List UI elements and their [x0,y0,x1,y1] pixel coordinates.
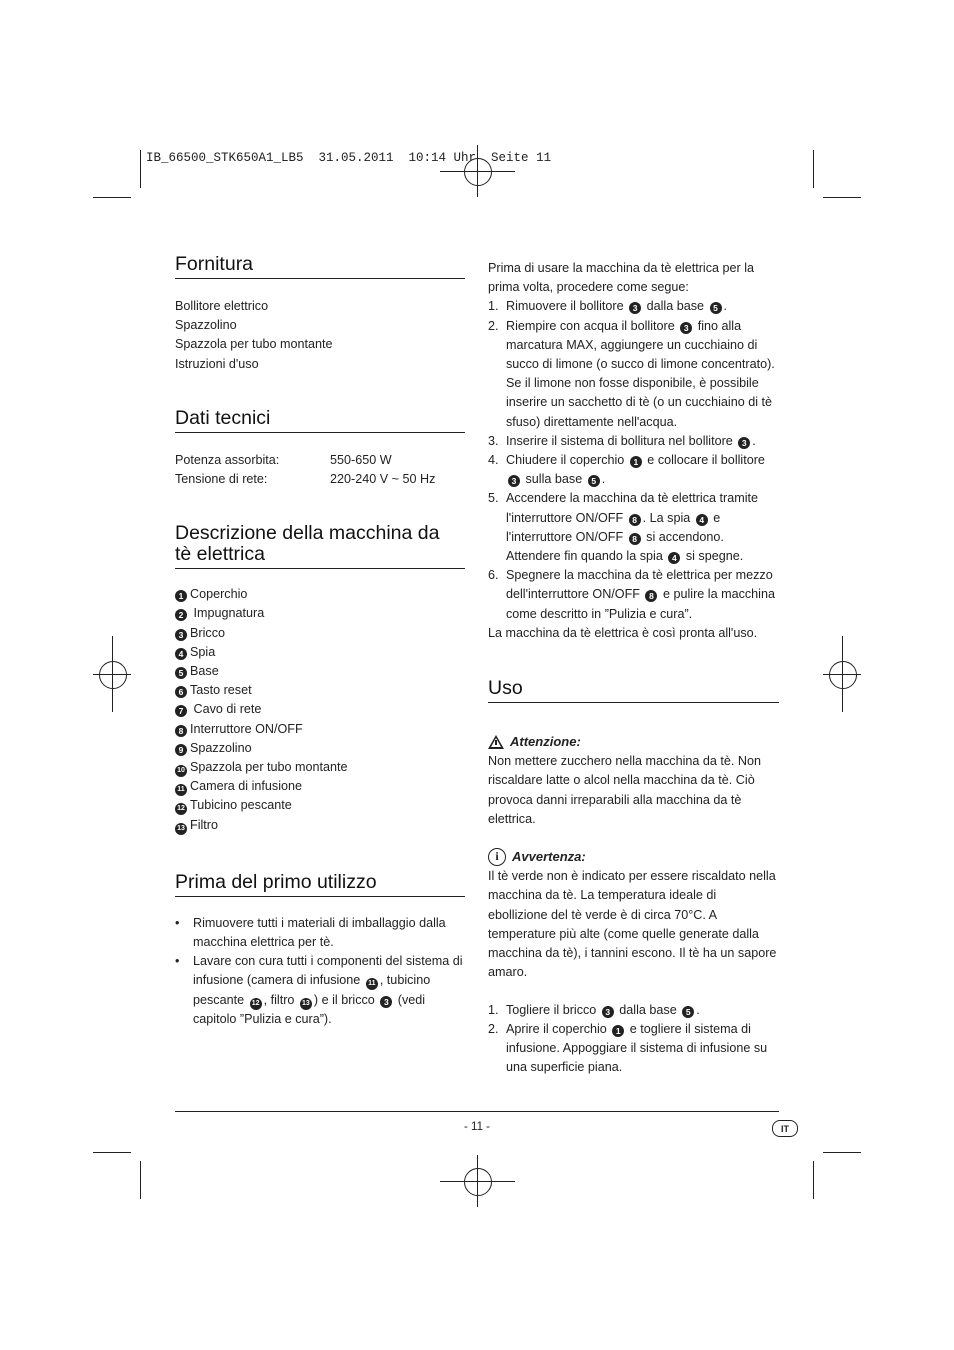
notice-heading [488,847,779,866]
registration-line [440,171,515,172]
registration-mark [829,661,857,689]
number-badge: 2 [175,609,187,621]
number-badge: 12 [175,803,187,815]
part-item [175,643,465,662]
step-text: Chiudere il coperchio [506,453,625,468]
number-badge: 5 [710,302,722,314]
section-title-dati-tecnici: Dati tecnici [175,408,465,433]
step-item: 4. Chiudere il coperchio 1 e collocare il bollitore 3 sulla base 5 . [488,453,765,487]
step-text: Riempire con acqua il bollitore [506,318,675,333]
number-badge: 5 [682,1006,694,1018]
intro-text: Prima di usare la macchina da tè elettrica per la prima volta, procedere come segue: [488,261,754,295]
step-text: e pulire la macchina come descritto in ”Pulizia e cura”. [506,587,775,621]
number-badge: 13 [300,998,312,1010]
step-item: 6. Spegnere la macchina da tè elettrica per mezzo dell'interruttore ON/OFF 8 e pulire la macchina come descritto in ”Pulizia e cura”. [488,568,775,621]
crop-mark [823,1152,861,1153]
attention-title: Attenzione: [510,734,581,750]
part-label: Impugnatura [190,606,265,621]
page-number: - 11 - [464,1121,490,1133]
registration-mark [464,1168,492,1196]
section-title-prima-utilizzo: Prima del primo utilizzo [175,872,465,897]
number-badge: 8 [629,533,641,545]
registration-line [440,1181,515,1182]
crop-mark [813,150,814,188]
number-badge: 7 [175,705,187,717]
step-item: 1. Rimuovere il bollitore 3 dalla base 5 . [488,299,728,314]
bullet-text: Rimuovere tutti i materiali di imballaggio dalla macchina elettrica per tè. [193,915,446,950]
step-text: Accendere la macchina da tè elettrica tramite l'interruttore ON/OFF [506,491,758,525]
part-item [175,681,465,700]
step-text: Togliere il bricco [506,1002,597,1017]
step-text: . [696,1002,700,1017]
number-badge: 13 [175,823,187,835]
title-line-1: Descrizione della macchina da [175,522,440,545]
part-item [175,796,465,815]
outro-text: La macchina da tè elettrica è così pronta all'uso. [488,625,758,640]
number-badge: 4 [696,514,708,526]
step-text: . [752,433,756,448]
step-item: 3. Inserire il sistema di bollitura nel bollitore 3 . [488,433,756,448]
title-line-2: tè elettrica [175,543,265,566]
step-text: sulla base [522,472,583,487]
part-item [175,739,465,758]
spec-value: 550-650 W [330,452,392,467]
use-steps [488,1001,779,1078]
step-text: . [601,472,606,487]
step-text: si accendono. Attendere fin quando la spia [506,529,724,564]
number-badge: 8 [175,725,187,737]
number-badge: 12 [250,998,262,1010]
bullet-text: Lavare con cura tutti i componenti del sistema di infusione (camera di infusione [193,954,463,988]
crop-mark [140,150,141,188]
part-label: Tasto reset [190,683,252,698]
spec-row [175,470,465,489]
step-text: Aprire il coperchio [506,1021,607,1036]
step-text: si spegne. [682,549,744,564]
step-text: e l'interruttore ON/OFF [506,510,721,544]
part-label: Tubicino pescante [190,798,292,813]
step-item: 5. Accendere la macchina da tè elettrica tramite l'interruttore ON/OFF 8 . La spia 4 e l'interruttore ON/OFF 8 si accendono. Attendere fin quando la spia 4 si spegne. [488,491,758,564]
info-icon: i [488,848,506,866]
number-badge: 11 [175,784,187,796]
number-badge: 3 [680,322,692,334]
part-item [175,816,465,835]
parts-list [175,585,465,835]
part-item [175,662,465,681]
list-item: Spazzolino [175,318,237,333]
crop-mark [140,1161,141,1199]
notice-text: Il tè verde non è indicato per essere riscaldato nella macchina da tè. La temperatura ideale di ebollizione del tè verde è di circa 70°C. A temperature più alte (come quelle generate dalla macchina da tè), i tannini escono. Il tè ha un sapore amaro. [488,869,777,980]
left-column [175,254,465,1029]
language-badge: IT [772,1120,798,1137]
bullet-text: ) e il bricco [313,992,375,1007]
section-title-uso: Uso [488,678,779,703]
number-badge: 1 [630,456,642,468]
number-badge: 4 [175,648,187,660]
step-item: 2. Aprire il coperchio 1 e togliere il sistema di infusione. Appoggiare il sistema di infusione su una superficie piana. [488,1021,768,1075]
bullet-text: , tubicino pescante [193,973,431,1007]
step-text: dalla base [643,299,705,314]
bullet-text: , filtro [263,992,295,1007]
registration-line [93,674,131,675]
bullet-list [175,914,465,1029]
number-badge: 5 [588,475,600,487]
list-item: Istruzioni d'uso [175,356,259,371]
part-label: Coperchio [190,587,248,602]
right-column [488,259,779,1077]
part-item [175,700,465,719]
notice-title: Avvertenza: [512,849,586,865]
number-badge: 3 [380,996,392,1008]
number-badge: 8 [629,514,641,526]
crop-mark [93,197,131,198]
part-label: Camera di infusione [190,779,303,794]
number-badge: 5 [175,667,187,679]
bullet-item [175,952,465,1029]
bullet-item [175,914,465,952]
spec-row [175,451,465,470]
footer-rule [175,1111,779,1112]
part-label: Bricco [190,625,225,640]
list-item: Bollitore elettrico [175,299,269,313]
number-badge: 3 [629,302,641,314]
part-item [175,720,465,739]
registration-line [823,674,861,675]
part-label: Filtro [190,817,218,832]
number-badge: 3 [175,629,187,641]
number-badge: 1 [612,1025,624,1037]
step-item: 1. Togliere il bricco 3 dalla base 5 . [488,1002,700,1017]
part-label: Cavo di rete [190,702,262,717]
attention-text: Non mettere zucchero nella macchina da tè. Non riscaldare latte o alcol nella macchina da tè. Ciò provoca danni irreparabili alla macchina da tè elettrica. [488,754,762,826]
number-badge: 6 [175,686,187,698]
step-text: Inserire il sistema di bollitura nel bollitore [506,433,733,448]
step-text: fino alla marcatura MAX, aggiungere un cucchiaino di succo di limone (o succo di limone concentrato). Se il limone non fosse disponibile, è possibile inserire un sacchetto di tè (o un cucchiaino di tè sfuso) direttamente nell'acqua. [506,318,775,429]
attention-heading [488,732,779,751]
part-item [175,585,465,604]
step-text: Rimuovere il bollitore [506,299,624,314]
crop-mark [823,197,861,198]
step-item: 2. Riempire con acqua il bollitore 3 fino alla marcatura MAX, aggiungere un cucchiaino di succo di limone (o succo di limone concentrato). Se il limone non fosse disponibile, è possibile inserire un sacchetto di tè (o un cucchiaino di tè sfuso) direttamente nell'acqua. [488,318,775,429]
step-text: . La spia [642,510,691,525]
list-item: Spazzola per tubo montante [175,337,333,352]
spec-label: Tensione di rete: [175,472,268,487]
part-item [175,758,465,777]
spec-value: 220-240 V ~ 50 Hz [330,472,436,487]
part-item [175,624,465,643]
part-item [175,777,465,796]
part-item [175,604,465,623]
number-badge: 3 [508,475,520,487]
fornitura-list [175,297,465,374]
spec-label: Potenza assorbita: [175,452,280,467]
crop-mark [93,1152,131,1153]
number-badge: 4 [668,552,680,564]
section-title-fornitura: Fornitura [175,254,465,279]
step-text: . [723,299,728,314]
crop-mark [813,1161,814,1199]
part-label: Spia [190,644,216,659]
number-badge: 10 [175,765,187,777]
part-label: Spazzola per tubo montante [190,760,348,775]
bullet-text: (vedi capitolo ”Pulizia e cura”). [193,992,426,1026]
step-text: e togliere il sistema di infusione. Appoggiare il sistema di infusione su una superficie piana. [506,1021,768,1075]
step-text: e collocare il bollitore [643,453,765,468]
section-title-descrizione [175,523,465,569]
registration-mark [99,661,127,689]
number-badge: 8 [645,590,657,602]
step-text: dalla base [615,1002,677,1017]
step-text: Spegnere la macchina da tè elettrica per mezzo dell'interruttore ON/OFF [506,568,773,602]
part-label: Base [190,664,219,679]
number-badge: 3 [602,1006,614,1018]
warning-icon [488,735,504,749]
number-badge: 9 [175,744,187,756]
part-label: Spazzolino [190,740,252,755]
number-badge: 1 [175,590,187,602]
setup-steps [488,297,779,623]
print-slug: IB_66500_STK650A1_LB5 31.05.2011 10:14 Uhr Seite 11 [146,151,552,165]
number-badge: 3 [738,437,750,449]
number-badge: 11 [366,978,378,990]
part-label: Interruttore ON/OFF [190,721,303,736]
